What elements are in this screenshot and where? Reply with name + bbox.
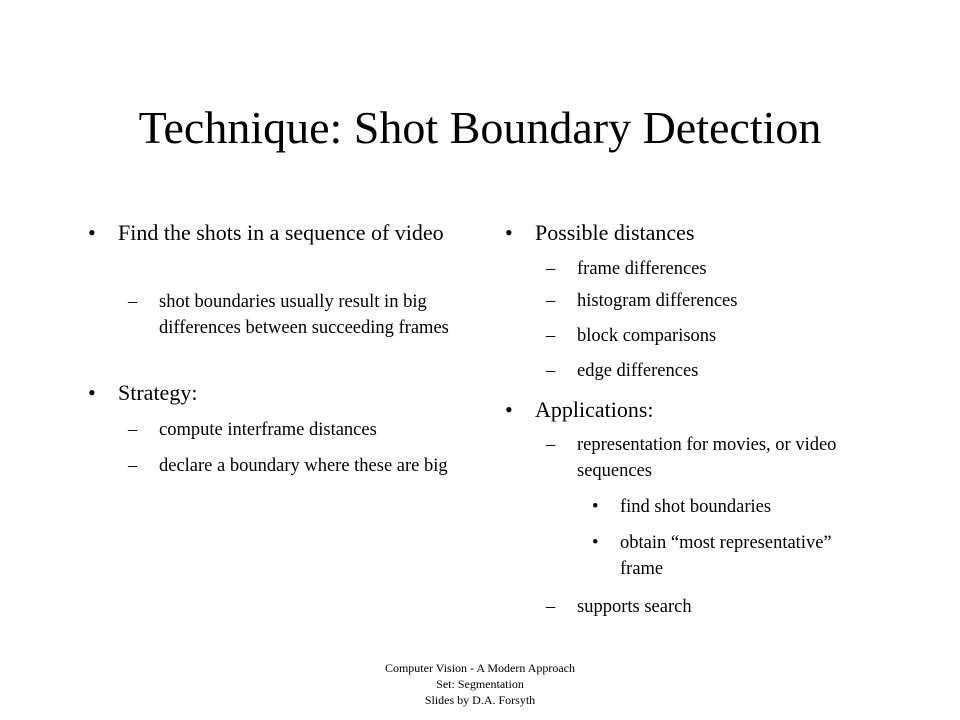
sub-bullet-block-comparisons bbox=[546, 323, 897, 349]
sub-bullet-declare-boundary bbox=[128, 453, 469, 479]
bullet-applications bbox=[505, 395, 895, 424]
dash-marker: – bbox=[546, 435, 556, 455]
slide-footer bbox=[0, 660, 960, 708]
sub-bullet-text: representation for movies, or video sequences bbox=[577, 435, 837, 481]
sub-bullet-text: shot boundaries usually result in big differences between succeeding frames bbox=[159, 292, 449, 338]
sub-bullet-representation bbox=[546, 432, 877, 484]
bullet-marker: • bbox=[88, 220, 96, 245]
dash-marker: – bbox=[546, 291, 556, 311]
dash-marker: – bbox=[128, 456, 138, 476]
bullet-text: Find the shots in a sequence of video bbox=[118, 220, 444, 245]
dash-marker: – bbox=[546, 259, 556, 279]
dash-marker: – bbox=[546, 597, 556, 617]
slide-title: Technique: Shot Boundary Detection bbox=[138, 102, 822, 153]
sub-sub-bullet-text: find shot boundaries bbox=[620, 497, 772, 517]
footer-line-2: Set: Segmentation bbox=[436, 677, 524, 691]
sub-bullet-supports-search bbox=[546, 594, 877, 620]
sub-bullet-frame-differences bbox=[546, 256, 897, 282]
dash-marker: – bbox=[128, 420, 138, 440]
bullet-marker: • bbox=[592, 533, 599, 553]
bullet-marker: • bbox=[505, 397, 513, 422]
sub-bullet-text: histogram differences bbox=[577, 291, 738, 311]
sub-bullet-text: frame differences bbox=[577, 259, 707, 279]
sub-bullet-text: edge differences bbox=[577, 361, 699, 381]
bullet-text: Possible distances bbox=[535, 220, 695, 245]
sub-bullet-edge-differences bbox=[546, 358, 897, 384]
sub-sub-bullet-most-representative bbox=[592, 530, 840, 582]
dash-marker: – bbox=[546, 361, 556, 381]
sub-sub-bullet-find-boundaries bbox=[592, 494, 880, 520]
sub-bullet-compute-distances bbox=[128, 417, 469, 443]
dash-marker: – bbox=[128, 292, 138, 312]
sub-bullet-text: declare a boundary where these are big bbox=[159, 456, 448, 476]
bullet-marker: • bbox=[592, 497, 599, 517]
bullet-find-shots bbox=[88, 218, 458, 247]
sub-bullet-text: compute interframe distances bbox=[159, 420, 377, 440]
footer-line-3: Slides by D.A. Forsyth bbox=[424, 693, 536, 707]
dash-marker: – bbox=[546, 326, 556, 346]
bullet-text: Applications: bbox=[535, 397, 654, 422]
sub-sub-bullet-text: obtain “most representative” frame bbox=[620, 533, 832, 579]
sub-bullet-text: block comparisons bbox=[577, 326, 717, 346]
bullet-text: Strategy: bbox=[118, 380, 198, 405]
bullet-marker: • bbox=[88, 380, 96, 405]
bullet-strategy bbox=[88, 378, 458, 407]
sub-bullet-histogram-differences bbox=[546, 288, 897, 314]
sub-bullet-shot-boundaries bbox=[128, 289, 459, 341]
bullet-possible-distances bbox=[505, 218, 895, 247]
bullet-marker: • bbox=[505, 220, 513, 245]
sub-bullet-text: supports search bbox=[577, 597, 692, 617]
footer-line-1: Computer Vision - A Modern Approach bbox=[384, 661, 576, 675]
